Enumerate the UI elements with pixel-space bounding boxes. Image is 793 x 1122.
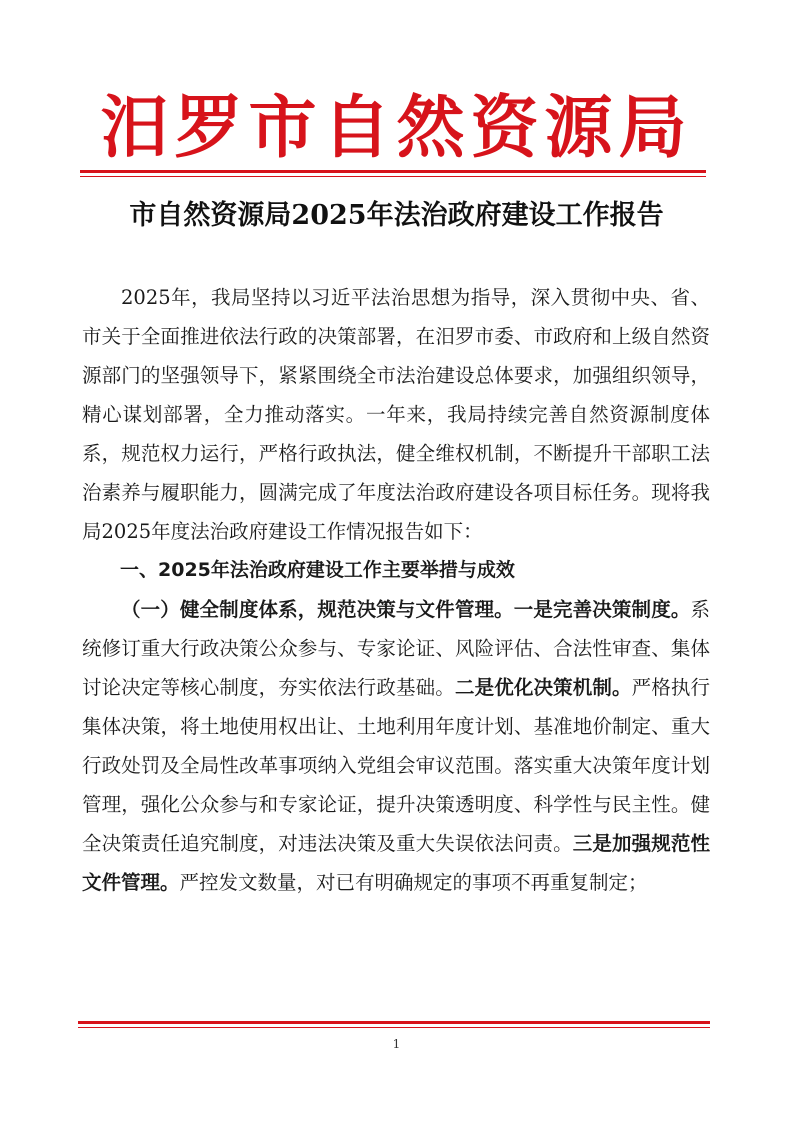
subsection-title: （一）健全制度体系，规范决策与文件管理。	[121, 598, 514, 621]
footer-rule-thin	[78, 1027, 710, 1028]
document-body	[82, 278, 710, 902]
point3-title: 三是加强规范性文件管理。	[82, 832, 710, 894]
point3-text: 严控发文数量，对已有明确规定的事项不再重复制定；	[179, 871, 648, 894]
point1-title: 一是完善决策制度。	[513, 598, 691, 621]
intro-paragraph: 2025年，我局坚持以习近平法治思想为指导，深入贯彻中央、省、市关于全面推进依法行政的决策部署，在汨罗市委、市政府和上级自然资源部门的坚强领导下，紧紧围绕全市法治建设总体要求，加强组织领导，精心谋划部署，全力推动落实。一年来，我局持续完善自然资源制度体系，规范权力运行，严格行政执法，健全维权机制，不断提升干部职工法治素养与履职能力，圆满完成了年度法治政府建设各项目标任务。现将我局2025年度法治政府建设工作情况报告如下：	[82, 286, 710, 543]
point2-title: 二是优化决策机制。	[454, 676, 632, 699]
section-heading: 一、2025年法治政府建设工作主要举措与成效	[120, 559, 515, 581]
point1-text: 系统修订重大行政决策公众参与、专家论证、风险评估、合法性审查、集体讨论决定等核心制度，夯实依法行政基础。	[82, 598, 710, 699]
point2-text: 严格执行集体决策，将土地使用权出让、土地利用年度计划、基准地价制定、重大行政处罚及全局性改革事项纳入党组会审议范围。落实重大决策年度计划管理，强化公众参与和专家论证，提升决策透明度、科学性与民主性。健全决策责任追究制度，对违法决策及重大失误依法问责。	[82, 676, 710, 855]
page-number: 1	[392, 1037, 401, 1051]
footer-rule-thick	[78, 1021, 710, 1024]
document-title: 市自然资源局2025年法治政府建设工作报告	[129, 200, 664, 231]
letterhead-rule-thick	[80, 170, 706, 173]
letterhead-rule-thin	[80, 176, 706, 177]
subsection-paragraph	[82, 590, 710, 902]
letterhead-org-name: 汨罗市自然资源局	[100, 88, 693, 168]
